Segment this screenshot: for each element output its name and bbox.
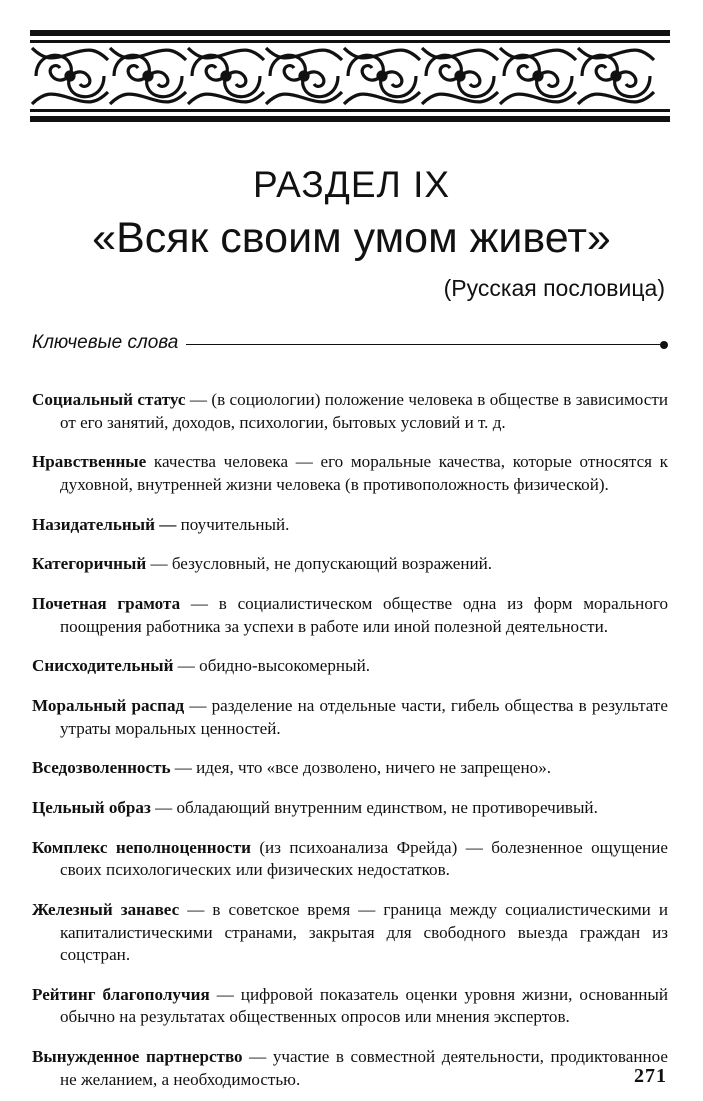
glossary-entry	[32, 837, 668, 882]
glossary-definition: — (в социологии) положение человека в обществе в зависимости от его занятий, доходов, психологии, бытовых условий и т. д.	[60, 390, 668, 432]
glossary-term: Социальный статус	[32, 390, 186, 410]
keywords-heading	[32, 330, 668, 356]
glossary-entry	[32, 593, 668, 638]
glossary-term: Цельный образ	[32, 797, 151, 817]
glossary-term: Категоричный	[32, 554, 147, 574]
glossary-entry	[32, 695, 668, 740]
glossary-term: Моральный распад	[32, 696, 185, 715]
glossary-entry	[32, 451, 668, 496]
glossary-definition: качества человека — его моральные качества, которые относятся к духовной, внутренней жизни человека (в противоположность физической).	[60, 452, 668, 494]
page-number: 271	[634, 1065, 667, 1087]
glossary-definition: — обидно-высокомерный.	[173, 656, 370, 676]
glossary-term: Железный занавес	[32, 899, 180, 919]
glossary-definition: — в советское время — граница между социалистическими и капиталистическими странами, закрытая для свободного выезда граждан из соцстран.	[60, 899, 668, 965]
keywords-heading-rule	[186, 344, 660, 345]
glossary-definition: — идея, что «все дозволено, ничего не запрещено».	[170, 758, 552, 778]
glossary-entry	[32, 1046, 668, 1091]
glossary-entry	[32, 553, 668, 576]
glossary-term: Снисходительный	[32, 656, 174, 676]
glossary-entry	[32, 797, 668, 820]
glossary-entry	[32, 899, 668, 967]
glossary-term: Нравственные	[32, 452, 147, 472]
section-title: «Всяк своим умом живет»	[92, 214, 611, 262]
glossary-definition: (из психоанализа Фрейда) — болезненное ощущение своих психологических или физических недостатков.	[60, 837, 668, 880]
glossary-term: Комплекс неполноценности	[32, 837, 251, 857]
glossary-entry	[32, 757, 668, 780]
glossary-definition: — обладающий внутренним единством, не противоречивый.	[150, 797, 598, 817]
glossary-term: Почетная грамота	[32, 594, 181, 614]
glossary-definition: — участие в совместной деятельности, продиктованное не желанием, а необходимостью.	[60, 1047, 668, 1089]
glossary-term: Вседозволенность	[32, 758, 171, 778]
decorative-ornament-border	[30, 30, 670, 122]
section-subtitle: (Русская пословица)	[443, 275, 665, 301]
glossary-term: Рейтинг благополучия	[32, 984, 210, 1004]
glossary-definition: — в социалистическом обществе одна из форм морального поощрения работника за успехи в работе или иной полезной деятельности.	[60, 594, 668, 636]
keywords-heading-label: Ключевые слова	[32, 332, 179, 353]
glossary-definition: — разделение на отдельные части, гибель общества в результате утраты моральных ценностей.	[60, 696, 668, 738]
glossary-definition: — цифровой показатель оценки уровня жизни, основанный обычно на результатах общественных опросов или мнения экспертов.	[60, 984, 669, 1027]
keywords-heading-dot	[660, 341, 668, 349]
glossary-term: Вынужденное партнерство	[32, 1047, 243, 1067]
section-label: РАЗДЕЛ IX	[252, 164, 451, 205]
glossary-term: Назидательный —	[32, 514, 177, 534]
glossary-definition: — безусловный, не допускающий возражений.	[146, 554, 493, 574]
glossary-definition: поучительный.	[176, 514, 290, 534]
glossary-entry	[32, 514, 668, 537]
glossary-entry	[32, 655, 668, 678]
glossary-entry	[32, 389, 668, 434]
glossary-list	[32, 372, 668, 1094]
glossary-entry	[32, 984, 668, 1029]
